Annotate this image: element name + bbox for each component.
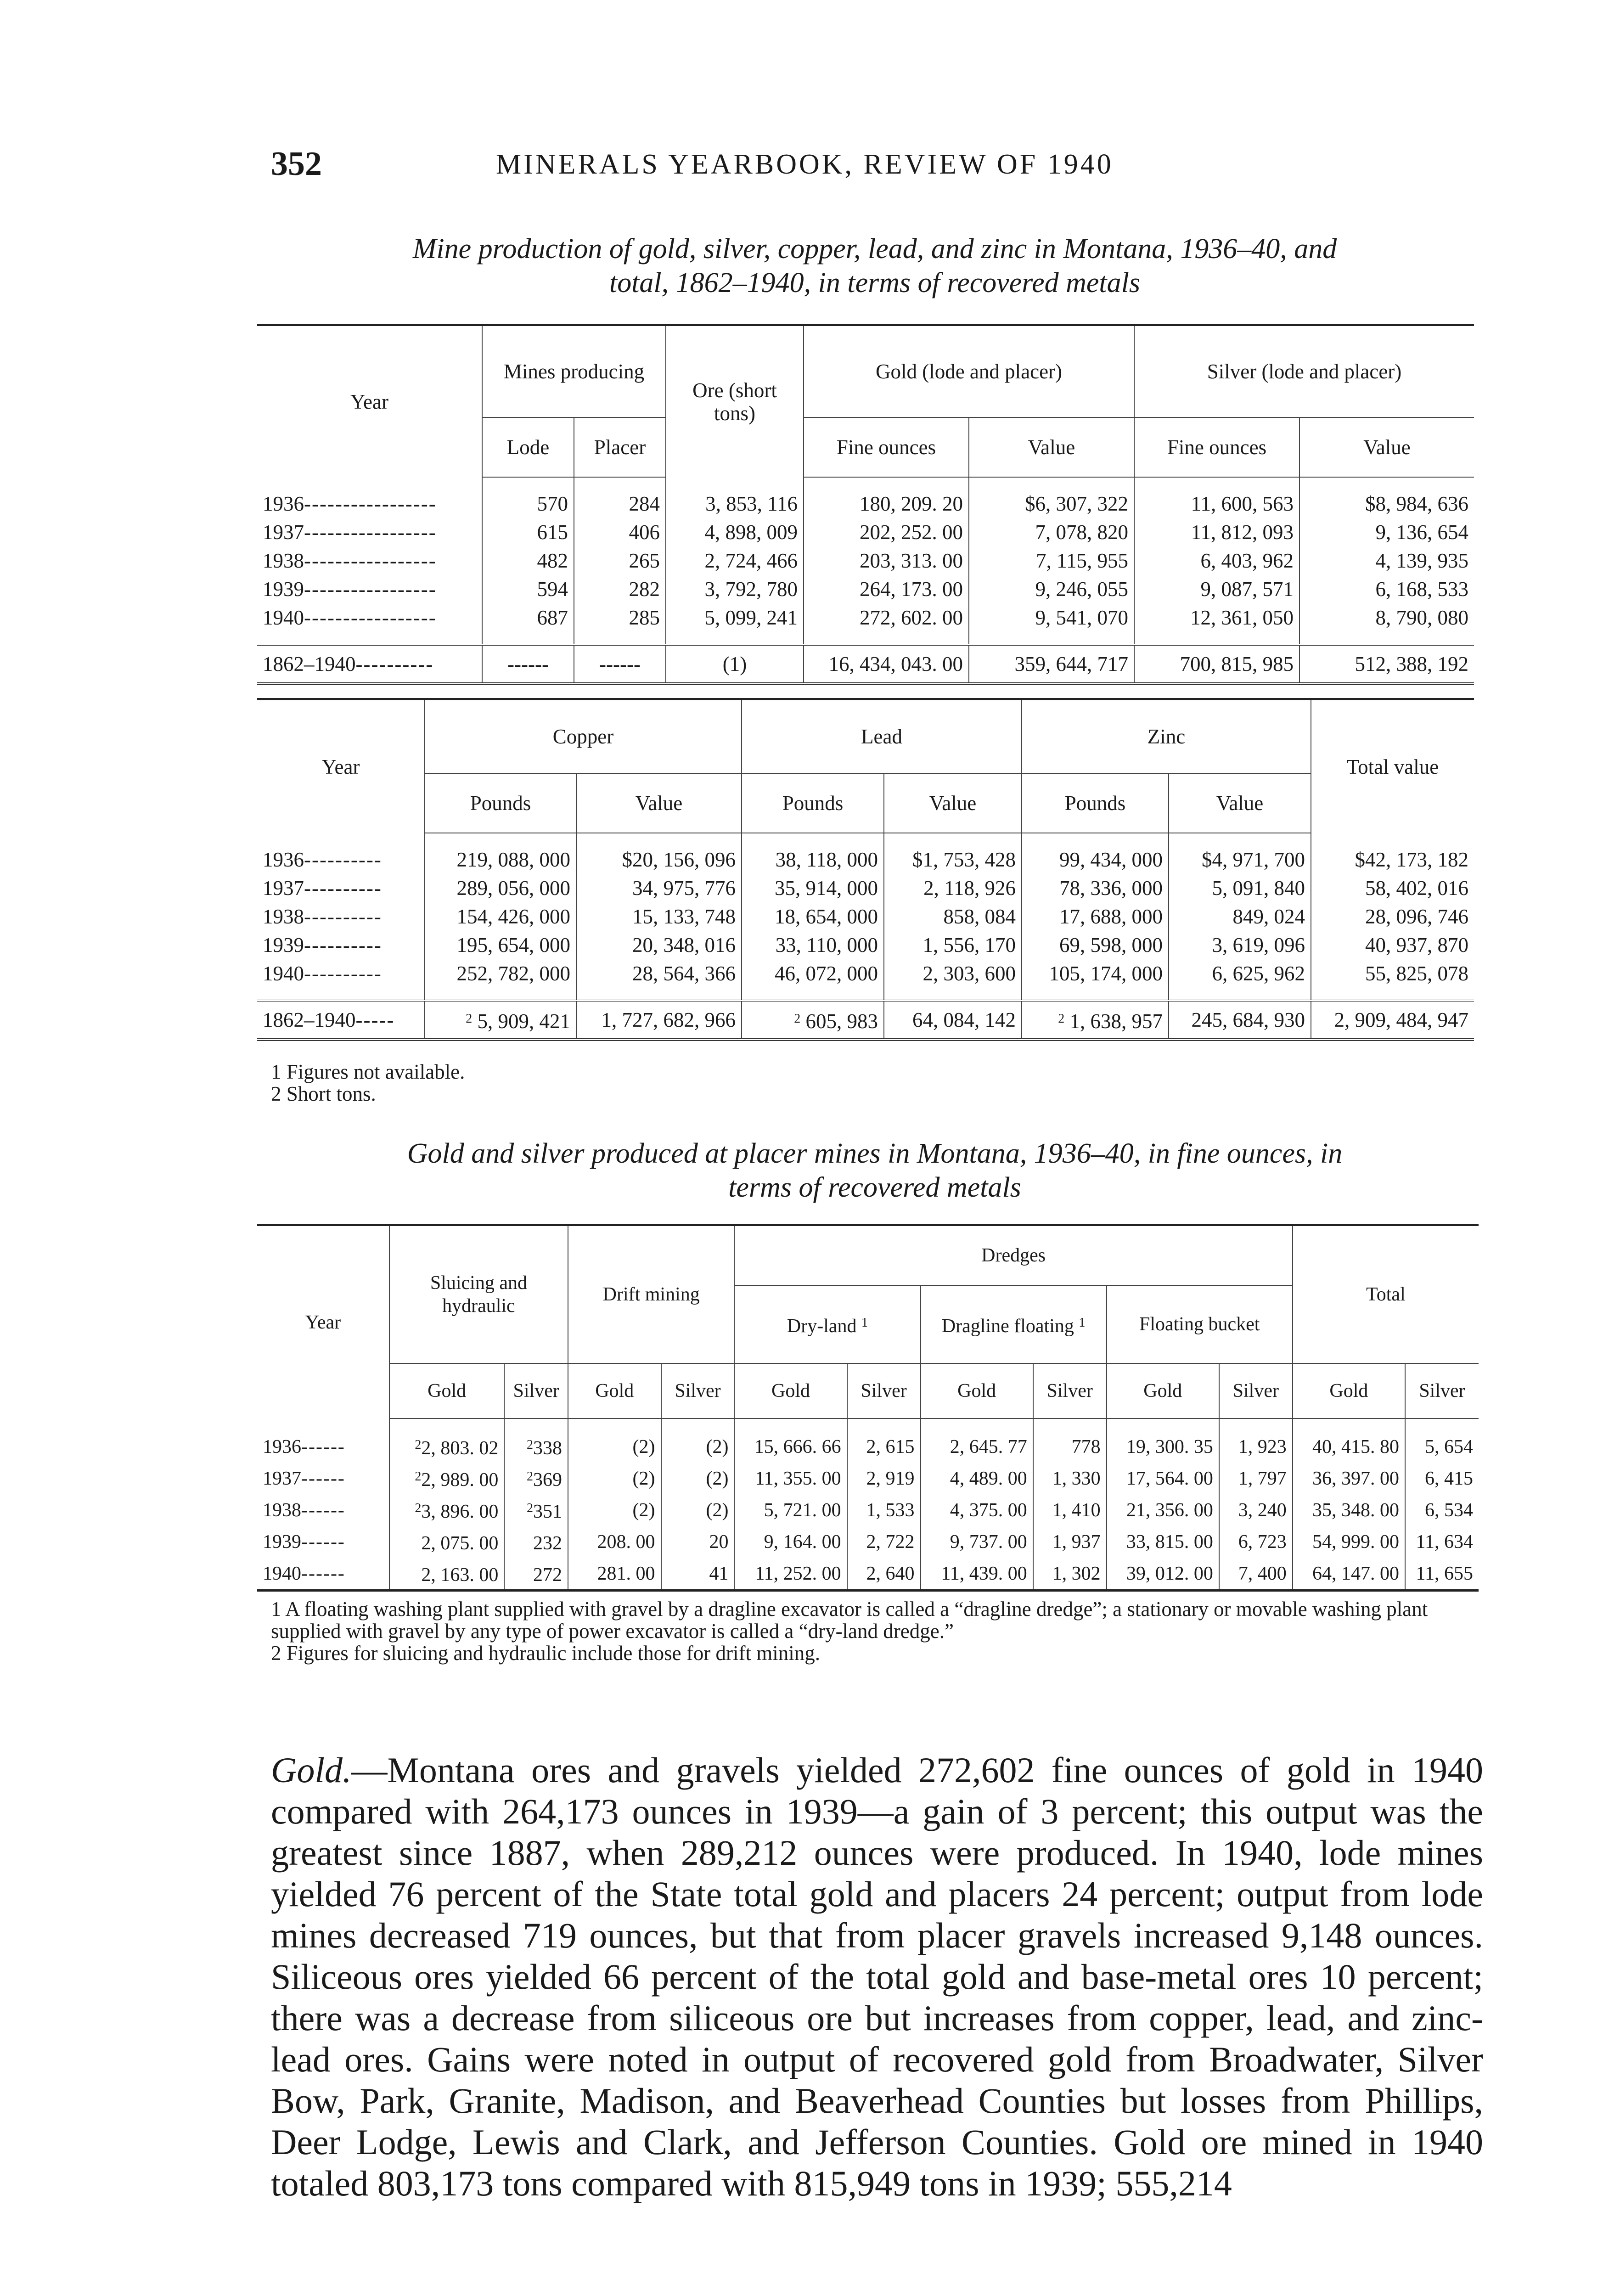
table-cell: 4, 139, 935 xyxy=(1299,546,1474,575)
footnote-marker: 2 xyxy=(1058,1011,1065,1026)
table-cell: 41 xyxy=(661,1558,735,1591)
table-cell: 6, 625, 962 xyxy=(1169,959,1311,988)
table-cell: 4, 898, 009 xyxy=(666,518,804,546)
table-cell: 1, 727, 682, 966 xyxy=(576,1001,742,1040)
table-cell: 1, 638, 957 xyxy=(1069,1009,1163,1033)
footnote-marker: 2 xyxy=(466,1011,472,1026)
table-cell: 2, 118, 926 xyxy=(884,874,1022,902)
table-cell: 1, 556, 170 xyxy=(884,931,1022,959)
table-cell: 6, 415 xyxy=(1405,1463,1479,1494)
table-cell: 1, 330 xyxy=(1033,1463,1107,1494)
year-cell: 1940 xyxy=(263,962,304,985)
table-row: 1940------ 2, 163. 00 272 281. 00 41 11, 252. 00 2, 640 11, 439. 00 1, 302 39, 012. 00 7, 400 64, 147. 00 11, 655 xyxy=(257,1558,1479,1591)
footnote: 1 Figures not available. xyxy=(271,1060,465,1083)
table-row: 1936------ $^2$2, 803. 02 $^2$338 (2) (2) 15, 666. 66 2, 615 2, 645. 77 778 19, 300. 35 1, 923 40, 415. 80 5, 654 xyxy=(257,1431,1479,1463)
table-cell: 11, 600, 563 xyxy=(1134,490,1299,518)
header-gold: Gold xyxy=(921,1363,1033,1418)
footnote-marker: 2 xyxy=(794,1011,801,1026)
table-cell: 265 xyxy=(574,546,666,575)
table-cell: 4, 489. 00 xyxy=(921,1463,1033,1494)
header-zinc: Zinc xyxy=(1022,699,1311,774)
table-cell: $6, 307, 322 xyxy=(969,490,1134,518)
table-cell: 46, 072, 000 xyxy=(742,959,884,988)
header-silver: Silver xyxy=(1405,1363,1479,1418)
footnote-marker: 2 xyxy=(526,1438,533,1452)
table3-caption xyxy=(257,1137,1492,1204)
table-cell: 7, 078, 820 xyxy=(969,518,1134,546)
table-cell: 264, 173. 00 xyxy=(804,575,969,603)
header-silver: Silver xyxy=(1033,1363,1107,1418)
table-cell: 252, 782, 000 xyxy=(425,959,576,988)
header-dry-land: Dry-land xyxy=(787,1315,857,1337)
table-cell: 40, 415. 80 xyxy=(1293,1431,1405,1463)
page-header xyxy=(271,145,1479,195)
footnote-marker: 1 xyxy=(861,1315,868,1330)
header-dragline: Dragline floating xyxy=(941,1315,1074,1337)
table-cell: 284 xyxy=(574,490,666,518)
header-gold: Gold xyxy=(1107,1363,1219,1418)
table-cell: 2, 722 xyxy=(847,1526,921,1558)
table-cell: 5, 909, 421 xyxy=(477,1009,570,1033)
table-cell: 99, 434, 000 xyxy=(1022,845,1169,874)
table-cell: 594 xyxy=(482,575,574,603)
production-table-gold-silver xyxy=(257,324,1474,685)
table-cell: ------ xyxy=(482,645,574,684)
header-mines-producing: Mines producing xyxy=(482,325,666,418)
table-cell: 2, 640 xyxy=(847,1558,921,1591)
header-gold-value: Value xyxy=(969,417,1134,477)
header-copper-pounds: Pounds xyxy=(425,773,576,833)
table-cell: 33, 815. 00 xyxy=(1107,1526,1219,1558)
year-cell: 1936 xyxy=(263,1436,301,1458)
table-cell: 1, 533 xyxy=(847,1494,921,1526)
header-ore: Ore (short tons) xyxy=(666,325,804,478)
year-cell: 1939 xyxy=(263,934,304,957)
table-cell: 2, 909, 484, 947 xyxy=(1311,1001,1474,1040)
table1-caption-line2: total, 1862–1940, in terms of recovered metals xyxy=(609,267,1141,298)
header-silver-value: Value xyxy=(1299,417,1474,477)
table-cell: 11, 655 xyxy=(1405,1558,1479,1591)
table-cell: 2, 919 xyxy=(847,1463,921,1494)
table-cell: 21, 356. 00 xyxy=(1107,1494,1219,1526)
table-row: 1937------ $^2$2, 989. 00 $^2$369 (2) (2) 11, 355. 00 2, 919 4, 489. 00 1, 330 17, 564. 00 1, 797 36, 397. 00 6, 415 xyxy=(257,1463,1479,1494)
header-year: Year xyxy=(257,325,482,478)
table-cell: 2, 303, 600 xyxy=(884,959,1022,988)
table-cell: 3, 853, 116 xyxy=(666,490,804,518)
table-cell: 2, 724, 466 xyxy=(666,546,804,575)
table-cell: 105, 174, 000 xyxy=(1022,959,1169,988)
table-cell: 9, 164. 00 xyxy=(734,1526,847,1558)
table-cell: 54, 999. 00 xyxy=(1293,1526,1405,1558)
table-cell: 282 xyxy=(574,575,666,603)
table-cell: 64, 147. 00 xyxy=(1293,1558,1405,1591)
table-cell: (2) xyxy=(568,1494,661,1526)
footnote: 2 Short tons. xyxy=(271,1082,376,1105)
header-drift-mining: Drift mining xyxy=(568,1225,734,1364)
header-lode: Lode xyxy=(482,417,574,477)
table-row: 1939------ 2, 075. 00 232 208. 00 20 9, 164. 00 2, 722 9, 737. 00 1, 937 33, 815. 00 6, 723 54, 999. 00 11, 634 xyxy=(257,1526,1479,1558)
header-dredges: Dredges xyxy=(734,1225,1292,1286)
table-cell: 219, 088, 000 xyxy=(425,845,576,874)
table-cell: 570 xyxy=(482,490,574,518)
footnotes-placer xyxy=(271,1598,1483,1664)
table-cell: 36, 397. 00 xyxy=(1293,1463,1405,1494)
year-cell: 1936 xyxy=(263,848,304,871)
header-zinc-pounds: Pounds xyxy=(1022,773,1169,833)
table-cell: 3, 792, 780 xyxy=(666,575,804,603)
table-cell: 208. 00 xyxy=(568,1526,661,1558)
table-cell: 195, 654, 000 xyxy=(425,931,576,959)
table-cell: (2) xyxy=(568,1463,661,1494)
table3-caption-line2: terms of recovered metals xyxy=(728,1172,1021,1203)
header-total-value: Total value xyxy=(1311,699,1474,833)
table-cell: 9, 087, 571 xyxy=(1134,575,1299,603)
table-cell: $4, 971, 700 xyxy=(1169,845,1311,874)
table-cell: 289, 056, 000 xyxy=(425,874,576,902)
header-placer: Placer xyxy=(574,417,666,477)
paragraph-text: —Montana ores and gravels yielded 272,602 fine ounces of gold in 1940 compared with 264,173 ounces in 1939—a gain of 3 percent; this output was the greatest since 1887, when 289,212 ounces were produced. In 1940, lode mines yielded 76 percent of the State total gold and placers 24 percent; output from lode mines decreased 719 ounces, but that from placer gravels increased 9,148 ounces. Siliceous ores yielded 66 percent of the total gold and base-metal ores 10 percent; there was a decrease from siliceous ore but increases from copper, lead, and zinc-lead ores. Gains were noted in output of recovered gold from Broadwater, Silver Bow, Park, Granite, Madison, and Beaverhead Counties but losses from Phillips, Deer Lodge, Lewis and Clark, and Jefferson Counties. Gold ore mined in 1940 totaled 803,173 tons compared with 815,949 tons in 1939; 555,214 xyxy=(271,1750,1483,2203)
header-year: Year xyxy=(257,699,425,833)
placer-production-table xyxy=(257,1224,1479,1592)
table3-caption-line1: Gold and silver produced at placer mines in Montana, 1936–40, in fine ounces, in xyxy=(407,1138,1343,1169)
table-cell: 3, 896. 00 xyxy=(421,1501,499,1522)
table-cell: 7, 400 xyxy=(1219,1558,1293,1591)
table-cell: 687 xyxy=(482,603,574,632)
table-cell: 615 xyxy=(482,518,574,546)
table-cell: 2, 075. 00 xyxy=(421,1533,499,1554)
table-row: 1940---------- 252, 782, 000 28, 564, 366 46, 072, 000 2, 303, 600 105, 174, 000 6, 625, 962 55, 825, 078 xyxy=(257,959,1474,988)
table-cell: 78, 336, 000 xyxy=(1022,874,1169,902)
year-cell: 1938 xyxy=(263,905,304,928)
table-cell: 285 xyxy=(574,603,666,632)
header-year: Year xyxy=(257,1225,389,1419)
header-floating-bucket: Floating bucket xyxy=(1107,1285,1293,1363)
table-cell: 28, 564, 366 xyxy=(576,959,742,988)
table-cell: (1) xyxy=(666,645,804,684)
table-cell: 58, 402, 016 xyxy=(1311,874,1474,902)
table-cell: 17, 564. 00 xyxy=(1107,1463,1219,1494)
table-cell: 6, 403, 962 xyxy=(1134,546,1299,575)
footnotes-production xyxy=(271,1061,1483,1105)
year-cell: 1936 xyxy=(263,492,304,515)
table-cell: 15, 666. 66 xyxy=(734,1431,847,1463)
table-cell: 11, 439. 00 xyxy=(921,1558,1033,1591)
table-cell: (2) xyxy=(661,1431,735,1463)
header-lead-pounds: Pounds xyxy=(742,773,884,833)
table-cell: 7, 115, 955 xyxy=(969,546,1134,575)
table-cell: 700, 815, 985 xyxy=(1134,645,1299,684)
table-cell: 232 xyxy=(533,1533,562,1554)
table-cell: 359, 644, 717 xyxy=(969,645,1134,684)
footnote-marker: 2 xyxy=(415,1438,422,1452)
table-cell: 64, 084, 142 xyxy=(884,1001,1022,1040)
table-row: 1937---------- 289, 056, 000 34, 975, 776 35, 914, 000 2, 118, 926 78, 336, 000 5, 091, 840 58, 402, 016 xyxy=(257,874,1474,902)
year-cell: 1937 xyxy=(263,521,304,544)
table1-caption xyxy=(257,232,1492,300)
table1-caption-line1: Mine production of gold, silver, copper, lead, and zinc in Montana, 1936–40, and xyxy=(412,233,1337,264)
table-cell: 406 xyxy=(574,518,666,546)
table-row: 1938----------------- 482 265 2, 724, 466 203, 313. 00 7, 115, 955 6, 403, 962 4, 139, 935 xyxy=(257,546,1474,575)
header-lead-value: Value xyxy=(884,773,1022,833)
footnote: 1 A floating washing plant supplied with gravel by a dragline excavator is called a “dragline dredge”; a stationary or movable washing plant supplied with gravel by any type of power excavator is called a “dry-land dredge.” xyxy=(271,1598,1428,1643)
table-cell: 6, 534 xyxy=(1405,1494,1479,1526)
header-silver: Silver xyxy=(661,1363,735,1418)
table-cell: 18, 654, 000 xyxy=(742,902,884,931)
table-cell: 9, 737. 00 xyxy=(921,1526,1033,1558)
table-cell: 38, 118, 000 xyxy=(742,845,884,874)
header-gold-fine-ounces: Fine ounces xyxy=(804,417,969,477)
year-cell: 1937 xyxy=(263,1468,301,1489)
header-gold: Gold (lode and placer) xyxy=(804,325,1134,418)
table-cell: 272 xyxy=(533,1564,562,1586)
table-cell: 351 xyxy=(533,1501,562,1522)
table-cell: 1, 797 xyxy=(1219,1463,1293,1494)
table-cell: 9, 246, 055 xyxy=(969,575,1134,603)
running-title: MINERALS YEARBOOK, REVIEW OF 1940 xyxy=(496,149,1114,180)
table-cell: 20 xyxy=(661,1526,735,1558)
header-silver: Silver (lode and placer) xyxy=(1134,325,1474,418)
table-cell: (2) xyxy=(661,1463,735,1494)
table-cell: 512, 388, 192 xyxy=(1299,645,1474,684)
table-cell: 202, 252. 00 xyxy=(804,518,969,546)
table-cell: 272, 602. 00 xyxy=(804,603,969,632)
footnote-marker: 2 xyxy=(526,1501,533,1515)
table-cell: 154, 426, 000 xyxy=(425,902,576,931)
year-cell: 1939 xyxy=(263,1531,301,1553)
footnote-marker: 2 xyxy=(526,1469,533,1484)
table-cell: $20, 156, 096 xyxy=(576,845,742,874)
table-cell: 605, 983 xyxy=(805,1009,878,1033)
header-silver: Silver xyxy=(847,1363,921,1418)
table-cell: 17, 688, 000 xyxy=(1022,902,1169,931)
header-sluicing: Sluicing and hydraulic xyxy=(389,1225,568,1364)
table-cell: 245, 684, 930 xyxy=(1169,1001,1311,1040)
header-copper-value: Value xyxy=(576,773,742,833)
paragraph-lead-in: Gold. xyxy=(271,1750,352,1790)
table-cell: 3, 240 xyxy=(1219,1494,1293,1526)
table-cell: 849, 024 xyxy=(1169,902,1311,931)
table-row: 1940----------------- 687 285 5, 099, 241 272, 602. 00 9, 541, 070 12, 361, 050 8, 790, 080 xyxy=(257,603,1474,632)
header-copper: Copper xyxy=(425,699,742,774)
footnote-marker: 2 xyxy=(415,1501,422,1515)
table-cell: $8, 984, 636 xyxy=(1299,490,1474,518)
header-gold: Gold xyxy=(389,1363,505,1418)
table-cell: 180, 209. 20 xyxy=(804,490,969,518)
table-cell: 2, 989. 00 xyxy=(421,1469,499,1491)
header-gold: Gold xyxy=(568,1363,661,1418)
table-cell: 5, 099, 241 xyxy=(666,603,804,632)
table-cell: 5, 654 xyxy=(1405,1431,1479,1463)
table-cell: 1, 937 xyxy=(1033,1526,1107,1558)
table-cell: 11, 355. 00 xyxy=(734,1463,847,1494)
table-row: 1939----------------- 594 282 3, 792, 780 264, 173. 00 9, 246, 055 9, 087, 571 6, 168, 533 xyxy=(257,575,1474,603)
table-cell: 2, 803. 02 xyxy=(421,1438,499,1459)
table-cell: 15, 133, 748 xyxy=(576,902,742,931)
year-cell: 1938 xyxy=(263,549,304,572)
table-cell: 338 xyxy=(533,1438,562,1459)
table-cell: 33, 110, 000 xyxy=(742,931,884,959)
table-cell: $42, 173, 182 xyxy=(1311,845,1474,874)
table-cell: 6, 168, 533 xyxy=(1299,575,1474,603)
table-cell: 1, 410 xyxy=(1033,1494,1107,1526)
year-cell: 1940 xyxy=(263,1563,301,1584)
table-cell: 858, 084 xyxy=(884,902,1022,931)
header-zinc-value: Value xyxy=(1169,773,1311,833)
table-cell: $1, 753, 428 xyxy=(884,845,1022,874)
table-cell: 12, 361, 050 xyxy=(1134,603,1299,632)
table-cell: (2) xyxy=(661,1494,735,1526)
table-cell: 203, 313. 00 xyxy=(804,546,969,575)
table-cell: 11, 634 xyxy=(1405,1526,1479,1558)
table-cell: 778 xyxy=(1033,1431,1107,1463)
table-row: 1936---------- 219, 088, 000 $20, 156, 096 38, 118, 000 $1, 753, 428 99, 434, 000 $4, 971, 700 $42, 173, 182 xyxy=(257,845,1474,874)
table-cell: 19, 300. 35 xyxy=(1107,1431,1219,1463)
table-row: 1937----------------- 615 406 4, 898, 009 202, 252. 00 7, 078, 820 11, 812, 093 9, 136, 654 xyxy=(257,518,1474,546)
table-cell: 4, 375. 00 xyxy=(921,1494,1033,1526)
table-cell: 281. 00 xyxy=(568,1558,661,1591)
year-cell: 1862–1940 xyxy=(263,1008,356,1031)
table-cell: 35, 348. 00 xyxy=(1293,1494,1405,1526)
production-table-copper-lead-zinc xyxy=(257,698,1474,1041)
year-cell: 1937 xyxy=(263,877,304,900)
year-cell: 1938 xyxy=(263,1499,301,1521)
table-cell: 8, 790, 080 xyxy=(1299,603,1474,632)
table-cell: 9, 136, 654 xyxy=(1299,518,1474,546)
table-cell: 5, 721. 00 xyxy=(734,1494,847,1526)
page-number: 352 xyxy=(271,145,322,183)
table-cell: 16, 434, 043. 00 xyxy=(804,645,969,684)
footnote-marker: 1 xyxy=(1079,1315,1086,1330)
table-cell: 6, 723 xyxy=(1219,1526,1293,1558)
table-cell: 20, 348, 016 xyxy=(576,931,742,959)
body-paragraph xyxy=(271,1750,1483,2204)
header-silver-fine-ounces: Fine ounces xyxy=(1134,417,1299,477)
header-silver: Silver xyxy=(1219,1363,1293,1418)
table-cell: 39, 012. 00 xyxy=(1107,1558,1219,1591)
table-cell: 11, 252. 00 xyxy=(734,1558,847,1591)
table-cell: 2, 645. 77 xyxy=(921,1431,1033,1463)
header-gold: Gold xyxy=(734,1363,847,1418)
table-cell: 40, 937, 870 xyxy=(1311,931,1474,959)
table-cell: 35, 914, 000 xyxy=(742,874,884,902)
header-lead: Lead xyxy=(742,699,1022,774)
footnote: 2 Figures for sluicing and hydraulic include those for drift mining. xyxy=(271,1642,821,1665)
footnote-marker: 2 xyxy=(415,1469,422,1484)
table-row: 1936----------------- 570 284 3, 853, 116 180, 209. 20 $6, 307, 322 11, 600, 563 $8, 984, 636 xyxy=(257,490,1474,518)
table-row: 1938------ $^2$3, 896. 00 $^2$351 (2) (2) 5, 721. 00 1, 533 4, 375. 00 1, 410 21, 356. 00 3, 240 35, 348. 00 6, 534 xyxy=(257,1494,1479,1526)
year-cell: 1862–1940 xyxy=(263,653,356,675)
year-cell: 1940 xyxy=(263,606,304,629)
table-cell: ------ xyxy=(574,645,666,684)
table-cell: 55, 825, 078 xyxy=(1311,959,1474,988)
table-cell: 2, 163. 00 xyxy=(421,1564,499,1586)
table-row: 1939---------- 195, 654, 000 20, 348, 016 33, 110, 000 1, 556, 170 69, 598, 000 3, 619, 096 40, 937, 870 xyxy=(257,931,1474,959)
table-cell: (2) xyxy=(568,1431,661,1463)
header-total: Total xyxy=(1293,1225,1479,1364)
table-cell: 5, 091, 840 xyxy=(1169,874,1311,902)
table-cell: 1, 923 xyxy=(1219,1431,1293,1463)
table-cell: 482 xyxy=(482,546,574,575)
year-cell: 1939 xyxy=(263,578,304,601)
table-cell: 69, 598, 000 xyxy=(1022,931,1169,959)
header-silver: Silver xyxy=(504,1363,568,1418)
table-cell: 34, 975, 776 xyxy=(576,874,742,902)
table-cell: 1, 302 xyxy=(1033,1558,1107,1591)
table-total-row: 1862–1940----- $^2$ 5, 909, 421 1, 727, 682, 966 $^2$ 605, 983 64, 084, 142 $^2$ 1, 638, 957 245, 684, 930 2, 909, 484, 947 xyxy=(257,1001,1474,1040)
table-cell: 28, 096, 746 xyxy=(1311,902,1474,931)
table-cell: 9, 541, 070 xyxy=(969,603,1134,632)
table-row: 1938---------- 154, 426, 000 15, 133, 748 18, 654, 000 858, 084 17, 688, 000 849, 024 28, 096, 746 xyxy=(257,902,1474,931)
header-gold: Gold xyxy=(1293,1363,1405,1418)
table-cell: 3, 619, 096 xyxy=(1169,931,1311,959)
table-cell: 11, 812, 093 xyxy=(1134,518,1299,546)
table-total-row: 1862–1940---------- ------ ------ (1) 16, 434, 043. 00 359, 644, 717 700, 815, 985 512, 388, 192 xyxy=(257,645,1474,684)
table-cell: 369 xyxy=(533,1469,562,1491)
table-cell: 2, 615 xyxy=(847,1431,921,1463)
